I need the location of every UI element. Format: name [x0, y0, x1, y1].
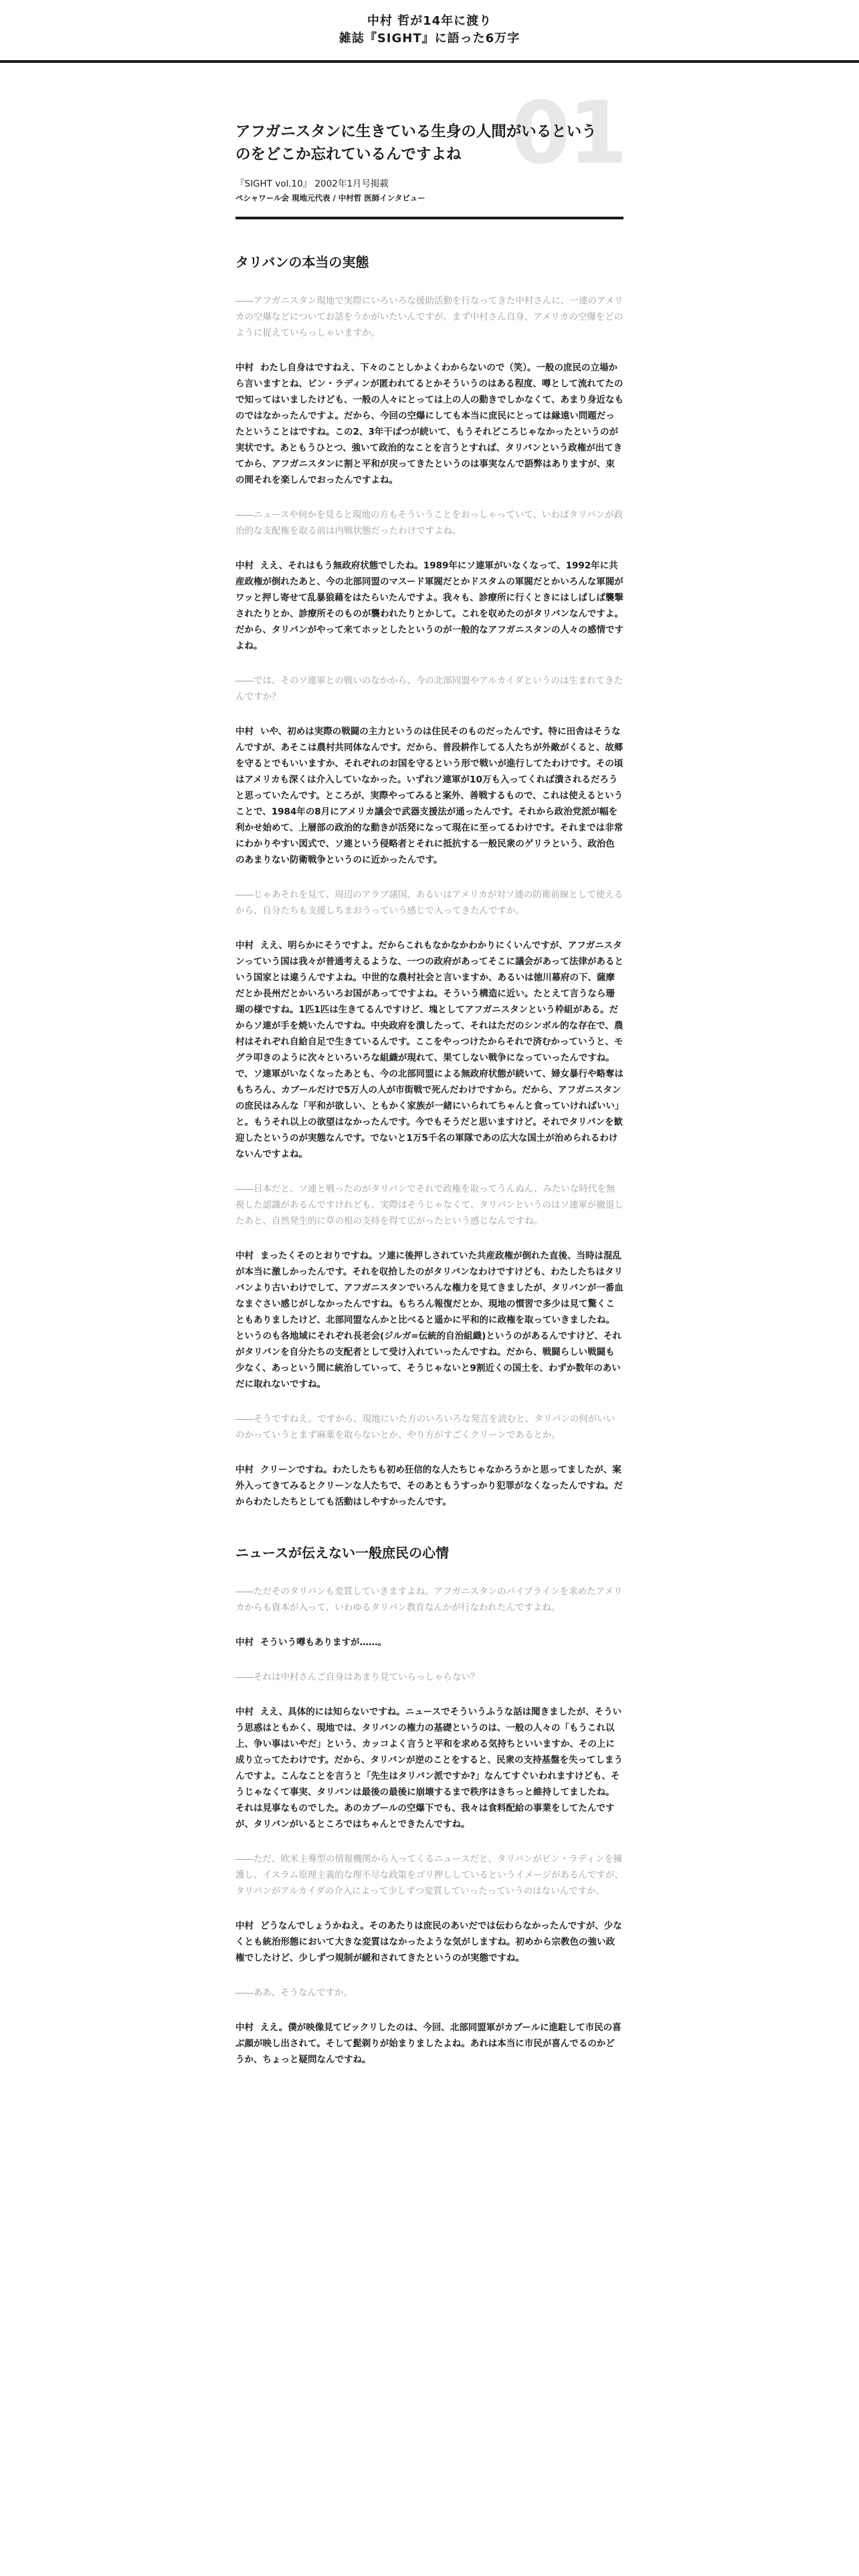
answer-text: ええ、それはもう無政府状態でしたね。1989年にソ連軍がいなくなって、1992年に共産政権が倒れたあと、今の北部同盟のマスード軍閥だとかドスタムの軍閥だとかいろんな軍閥がワッと押し寄せて乱暴狼藉をはたらいたんですよ。我々も、診療所に行くときにはしばしば襲撃されたりとか、診療所そのものが襲われたりとかして。これを収めたのがタリバンなんですよ。だから、タリバンがやって来てホッとしたというのが一般的なアフガニスタンの人々の感情ですよね。: [235, 560, 624, 651]
interviewer-question: ――そうですねえ。ですから、現地にいた方のいろいろな発言を読むと、タリバンの何がいいのかっていうとまず麻薬を取らないとか、やり方がすごくクリーンであるとか。: [235, 1414, 615, 1440]
speaker-name: 中村: [235, 1465, 254, 1475]
article-byline: ペシャワール会 現地元代表 / 中村哲 医師インタビュー: [235, 193, 425, 203]
interviewee-answer: [235, 2020, 624, 2068]
site-title-line1: 中村 哲が14年に渡り: [367, 14, 492, 28]
article-title: アフガニスタンに生きている生身の人間がいるというのをどこか忘れているんですよね: [235, 123, 597, 163]
interviewer-question: ――ああ、そうなんですか。: [235, 1988, 353, 1998]
interviewer-question: ――じゃあそれを見て、周辺のアラブ諸国、あるいはアメリカが対ソ連の防衛前線として使えるから、自分たちも支援しちまおうっていう感じで入ってきたんですか。: [235, 889, 624, 916]
speaker-name: 中村: [235, 560, 254, 571]
interviewer-question: ――それは中村さんご自身はあまり見ていらっしゃらない？: [235, 1672, 480, 1683]
section-heading: ニュースが伝えない一般庶民の心情: [235, 1545, 449, 1561]
answer-text: クリーンですね。わたしたちも初め狂信的な人たちじゃなかろうかと思ってましたが、案外入ってきてみるとクリーンな人たちで、そのあともうすっかり犯罪がなくなったんですね。だからわたしたちとしても活動はしやすかったんです。: [235, 1465, 624, 1507]
article-source: 『SIGHT vol.10』 2002年1月号掲載: [235, 179, 389, 189]
interviewee-answer: [235, 938, 624, 1162]
header-divider: [235, 217, 624, 219]
speaker-name: 中村: [235, 940, 254, 951]
interviewee-answer: [235, 1248, 624, 1392]
interviewee-answer: [235, 558, 624, 654]
interviewee-answer: [235, 1704, 624, 1832]
interviewee-answer: [235, 1918, 624, 1966]
answer-text: そういう噂もありますが……。: [260, 1637, 387, 1648]
speaker-name: 中村: [235, 2022, 254, 2033]
answer-text: いや、初めは実際の戦闘の主力というのは住民そのものだったんです。特に田舎はそうなんですが、あそこは農村共同体なんです。だから、普段耕作してる人たちが外敵がくると、故郷を守るとでもいいますか、それぞれのお国を守るという形で戦いが進行してたわけです。その頃はアメリカも深くは介入していなかった。いずれソ連軍が10万も入ってくれば潰されるだろうと思っていたんです。ところが、実際やってみると案外、善戦するもので、これは使えるということで、1984年の8月にアメリカ議会で武器支援法が通ったんです。それから政治党派が幅を利かせ始めて、上層部の政治的な動きが活発になって現在に至ってるわけです。それまでは非常にわかりやすい図式で、ソ連という侵略者とそれに抵抗する一般民衆のゲリラという、政治色のあまりない防衛戦争というのに近かったんです。: [235, 726, 624, 865]
speaker-name: 中村: [235, 726, 254, 737]
article-number: 01: [510, 84, 625, 183]
section-heading: タリバンの本当の実態: [235, 254, 369, 270]
answer-text: わたし自身はですねえ、下々のことしかよくわからないので（笑）。一般の庶民の立場から言いますとね、ビン・ラディンが匿われてるとかそういうのはある程度、噂として流れてたので知ってはいましたけども、一般の人々にとっては上の人の動きでしかなくて、あまり身近なものではなかったんですよ。だから、今回の空爆にしても本当に庶民にとっては縁遠い問題だったということはですね。この2、3年干ばつが続いて、もうそれどころじゃなかったというのが実状です。あともうひとつ、強いて政治的なことを言うとすれば、タリバンという政権が出てきてから、アフガニスタンに割と平和が戻ってきたというのは事実なんで語弊はありますが、束の間それを楽しんでおったんですよね。: [235, 362, 624, 486]
article-body: [235, 253, 624, 2068]
article-section: [235, 253, 624, 1510]
interviewee-answer: [235, 724, 624, 868]
article-section: [235, 1543, 624, 2068]
site-header: [0, 0, 859, 63]
speaker-name: 中村: [235, 362, 254, 373]
speaker-name: 中村: [235, 1637, 254, 1648]
article-header: [235, 63, 624, 219]
interviewer-question: ――ただそのタリバンも変質していきますよね。アフガニスタンのパイプラインを求めたアメリカからも資本が入って、いわゆるタリバン教育なんかが行なわれたんですよね。: [235, 1586, 623, 1613]
answer-text: ええ、具体的には知らないですね。ニュースでそういうふうな話は聞きましたが、そういう思惑はともかく、現地では、タリバンの権力の基礎というのは、一般の人々の「もうこれ以上、争い事はいやだ」という、カッコよく言うと平和を求める気持ちといいますか、その上に成り立ってたわけです。だから、タリバンが逆のことをすると、民衆の支持基盤を失ってしまうんですよ。こんなことを言うと「先生はタリバン派ですか?」なんてすぐいわれますけども、そうじゃなくて事実、タリバンは最後の最後に崩壊するまで秩序はきちっと維持してましたね。それは見事なものでした。あのカブールの空爆下でも、我々は食料配給の事業をしてたんですが、タリバンがいるところではちゃんとできたんですね。: [235, 1707, 624, 1830]
interviewer-question: ――アフガニスタン現地で実際にいろいろな援助活動を行なってきた中村さんに、一連のアメリカの空爆などについてお話をうかがいたいんですが。まず中村さん自身、アメリカの空爆をどのように捉えていらっしゃいますか。: [235, 296, 624, 338]
speaker-name: 中村: [235, 1921, 254, 1931]
interviewer-question: ――ニュースや何かを見ると現地の方もそういうことをおっしゃっていて、いわばタリバンが政治的な支配権を取る前は内戦状態だったわけですよね。: [235, 510, 624, 536]
answer-text: まったくそのとおりですね。ソ連に後押しされていた共産政権が倒れた直後、当時は混乱が本当に激しかったんです。それを収拾したのがタリバンなわけですけども、わたしたちはタリバンより古いわけでして、アフガニスタンでいろんな権力を見てきましたが、タリバンが一番血なまぐさい感じがしなかったんですね。もちろん報復だとか、現地の慣習で多少は見て驚くこともありましたけど、北部同盟なんかと比べると遥かに平和的に政権を取っていきましたね。というのも各地域にそれぞれ長老会(ジルガ=伝統的自治組織)というのがあるんですけど、それがタリバンを自分たちの支配者として受け入れていったんですね。だから、戦闘らしい戦闘も少なく、あっという間に統治していって、そうじゃないと9割近くの国土を、わずか数年のあいだに取れないですね。: [235, 1251, 624, 1390]
answer-text: どうなんでしょうかねえ。そのあたりは庶民のあいだでは伝わらなかったんですが、少なくとも統治形態において大きな変質はなかったような気がしますね。初めから宗教色の強い政権でしたけど、少しずつ規制が緩和されてきたというのが実態ですね。: [235, 1921, 622, 1963]
answer-text: ええ。僕が映像見てビックリしたのは、今回、北部同盟軍がカブールに進駐して市民の喜ぶ顔が映し出されて。そして髭剃りが始まりましたよね。あれは本当に市民が喜んでるのかどうか、ちょっと疑問なんですね。: [235, 2022, 622, 2065]
interviewee-answer: [235, 1462, 624, 1510]
interviewer-question: ――日本だと、ソ連と戦ったのがタリバンでそれで政権を取ってうんぬん、みたいな時代を無視した認識があるんですけれども、実際はそうじゃなくて、タリバンというのはソ連軍が撤退したあと、自然発生的に草の根の支持を得て広がったという感じなんですね。: [235, 1184, 624, 1226]
interviewee-answer: [235, 1634, 624, 1650]
article: [235, 63, 624, 2068]
interviewee-answer: [235, 360, 624, 488]
interviewer-question: ――では、そのソ連軍との戦いのなかから、今の北部同盟やアルカイダというのは生まれてきたんですか？: [235, 675, 624, 702]
interviewer-question: ――ただ、欧米主導型の情報機関から入ってくるニュースだと、タリバンがビン・ラディンを擁護し、イスラム原理主義的な理不尽な政策をゴリ押ししているというイメージがあるんですが、タリバンがアルカイダの介入によって少しずつ変質していったっていうのはないんですか。: [235, 1854, 624, 1897]
speaker-name: 中村: [235, 1251, 254, 1261]
speaker-name: 中村: [235, 1707, 254, 1717]
site-title-line2: 雑誌『SIGHT』に語った6万字: [339, 31, 520, 45]
answer-text: ええ、明らかにそうですよ。だからこれもなかなかわかりにくいんですが、アフガニスタンっていう国は我々が普通考えるような、一つの政府があってそこに議会があって法律があるという国家とは違うんですよね。中世的な農村社会と言いますか、あるいは徳川幕府の下、薩摩だとか長州だとかいろいろお国があってですよね。そういう構造に近い。たとえて言うなら珊瑚の様ですね。1匹1匹は生きてるんですけど、塊としてアフガニスタンという枠組がある。だからソ連が手を焼いたんですね。中央政府を潰したって、それはただのシンボル的な存在で、農村はそれぞれ自給自足で生きているんです。ここをやっつけたからそれで済むかっていうと、モグラ叩きのように次々といろいろな組織が現れて、果てしない戦争になっていったんですね。で、ソ連軍がいなくなったあとも、今の北部同盟による無政府状態が続いて、婦女暴行や略奪はもちろん、カブールだけで5万人の人が市街戦で死んだわけですから。だから、アフガニスタンの庶民はみんな「平和が欲しい、ともかく家族が一緒にいられてちゃんと食っていければいい」と。もうそれ以上の欲望はなかったんです。今でもそうだと思いますけど。それでタリバンを歓迎したというのが実態なんです。でないと1万5千名の軍隊であの広大な国土が治められるわけないんですよね。: [235, 940, 624, 1160]
